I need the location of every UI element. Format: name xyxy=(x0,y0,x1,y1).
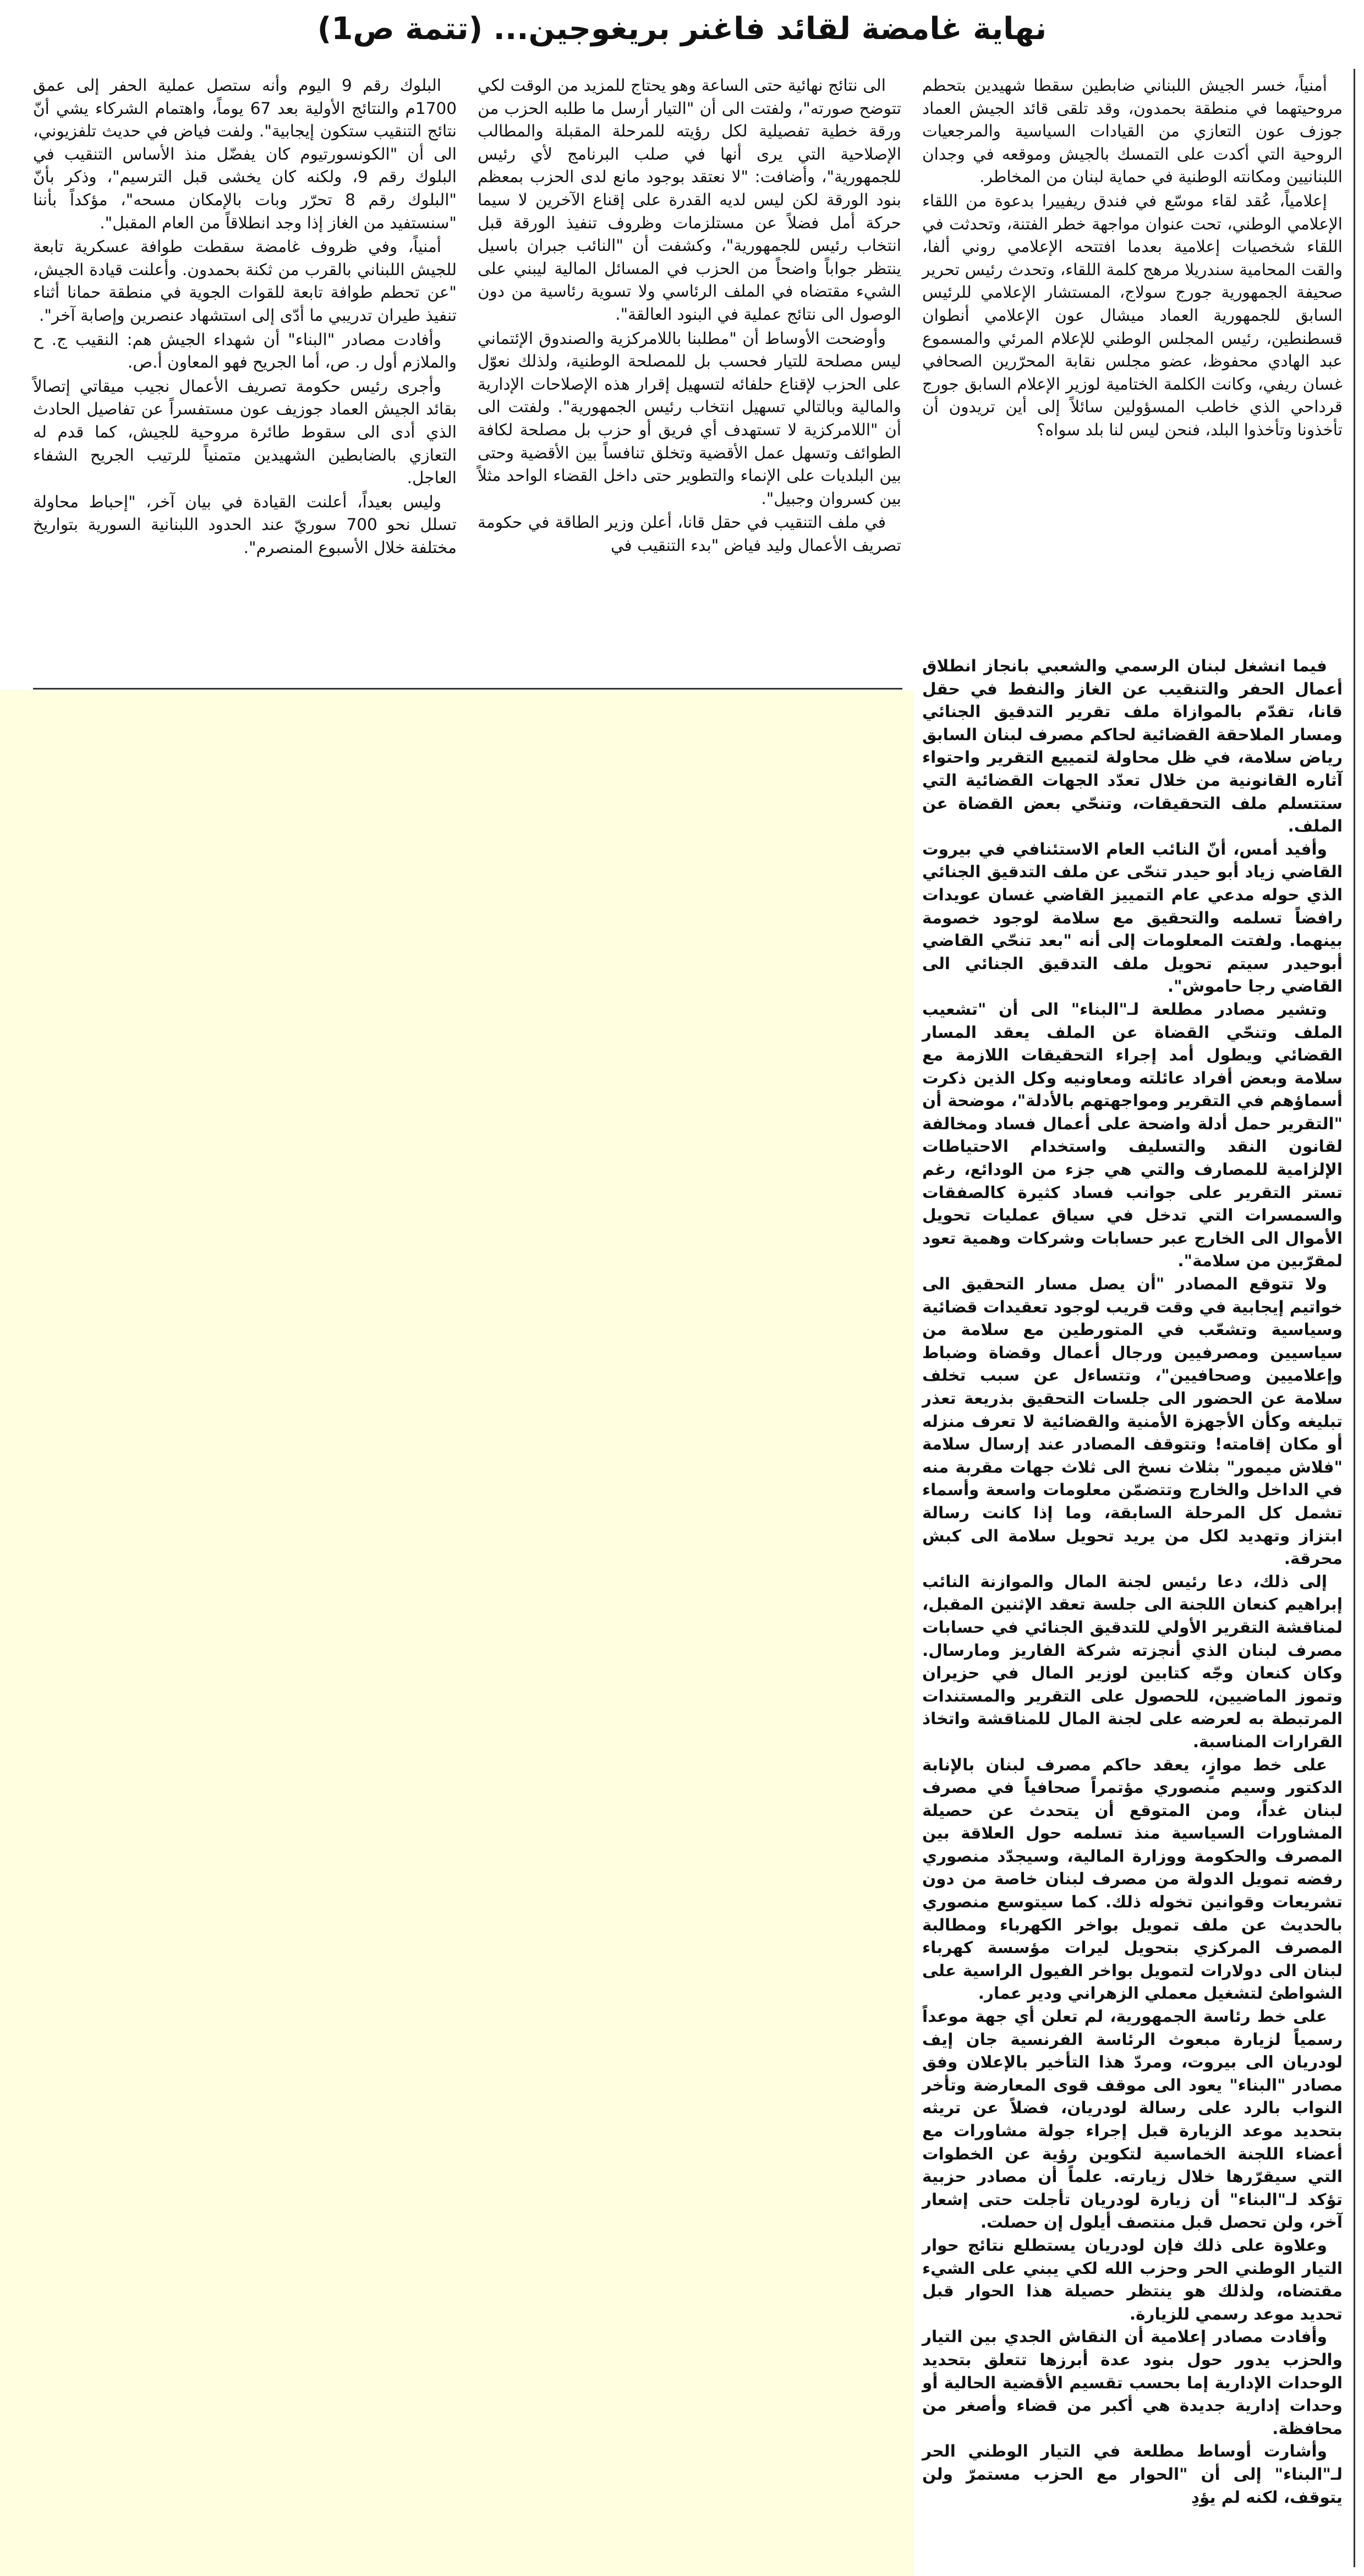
paragraph: في ملف التنقيب في حقل قانا، أعلن وزير الطاقة في حكومة تصريف الأعمال وليد فياض "بدء التنقيب في xyxy=(478,513,901,555)
column-left xyxy=(33,74,457,560)
paragraph: وليس بعيداً، أعلنت القيادة في بيان آخر، "إحباط محاولة تسلل نحو 700 سوريّ عند الحدود اللبنانية السورية بتواريخ مختلفة خلال الأسبوع المنصرم". xyxy=(33,492,457,557)
paragraph: وتشير مصادر مطلعة لـ"البناء" الى أن "تشعيب الملف وتنحّي القضاة عن الملف يعقد المسار القضائي ويطول أمد إجراء التحقيقات اللازمة مع سلامة وبعض أفراد عائلته ومعاونيه وكل الذين ذكرت أسماؤهم في التقرير ومواجهتهم بالأدلة"، موضحة أن "التقرير حمل أدلة واضحة على أعمال فساد ومخالفة لقانون النقد والتسليف واستخدام الاحتياطات الإلزامية للمصارف والتي هي جزء من الودائع، رغم تستر التقرير على جوانب فساد كثيرة كالصفقات والسمسرات التي تدخل في سياق عمليات تحويل الأموال الى الخارج عبر حسابات وشركات وهمية تعود لمقرّبين من سلامة". xyxy=(922,999,1343,1271)
article-end-rule xyxy=(33,688,902,690)
paragraph: وأفيد أمس، أنّ النائب العام الاستئنافي في بيروت القاضي زياد أبو حيدر تنحّى عن ملف التدقيق الجنائي الذي حوله مدعي عام التمييز القاضي غسان عويدات رافضاً تسلمه والتحقيق مع سلامة لوجود خصومة بينهما. ولفتت المعلومات إلى أنه "بعد تنحّي القاضي أبوحيدر سيتم تحويل ملف التدقيق الجنائي الى القاضي رجا حاموش". xyxy=(922,839,1343,996)
paragraph: وأجرى رئيس حكومة تصريف الأعمال نجيب ميقاتي إتصالاً بقائد الجيش العماد جوزيف عون مستفسراً عن تفاصيل الحادث الذي أدى الى سقوط طائرة مروحية للجيش، كما قدم له التعازي بالضابطين الشهيدين متمنياً للرتيب الجريح الشفاء العاجل. xyxy=(33,376,457,488)
column-middle xyxy=(478,74,901,558)
column-rule xyxy=(1354,69,1355,2567)
paragraph: وعلاوة على ذلك فإن لودريان يستطلع نتائج حوار التيار الوطني الحر وحزب الله لكي يبني على الشيء مقتضاه، ولذلك هو ينتظر حصيلة هذا الحوار قبل تحديد موعد رسمي للزيارة. xyxy=(922,2235,1343,2323)
column-right-body xyxy=(922,655,1343,2509)
paragraph: الى نتائج نهائية حتى الساعة وهو يحتاج للمزيد من الوقت لكي تتوضح صورته"، ولفتت الى أن "التيار أرسل ما طلبه الحزب من ورقة خطية تفصيلية لكل رؤيته للمرحلة المقبلة والمطالب الإصلاحية التي يرى أنها في صلب البرنامج لأي رئيس للجمهورية"، وأضافت: "لا نعتقد بوجود مانع لدى الحزب بمعظم بنود الورقة لكن ليس لديه القدرة على إقناع الآخرين لا سيما حركة أمل فضلاً عن مستلزمات وظروف تنفيذ الورقة قبل انتخاب رئيس للجمهورية"، وكشفت أن "النائب جبران باسيل ينتظر جواباً واضحاً من الحزب في المسائل المالية ليبني على الشيء مقتضاه في الملف الرئاسي ولا تسوية رئاسية من دون الوصول الى نتائج عملية في البنود العالقة". xyxy=(478,76,901,324)
headline: نهاية غامضة لقائد فاغنر بريغوجين... (تتمة ص1) xyxy=(317,11,1047,47)
paragraph: ولا تتوقع المصادر "أن يصل مسار التحقيق الى خواتيم إيجابية في وقت قريب لوجود تعقيدات قضائية وسياسية وتشعّب في المتورطين مع سلامة من سياسيين ومصرفيين ورجال أعمال وقضاة وضباط وإعلاميين وصحافيين"، وتتساءل عن سبب تخلف سلامة عن الحضور الى جلسات التحقيق بذريعة تعذر تبليغه وكأن الأجهزة الأمنية والقضائية لا تعرف منزله أو مكان إقامته! وتتوقف المصادر عند إرسال سلامة "فلاش ميمور" بثلاث نسخ الى ثلاث جهات مقربة منه في الداخل والخارج وتتضمّن معلومات واسعة وأسماء تشمل كل المرحلة السابقة، وما إذا كانت رسالة ابتزاز وتهديد لكل من يريد تحويل سلامة الى كبش محرقة. xyxy=(922,1275,1343,1568)
paragraph: أمنياً، وفي ظروف غامضة سقطت طوافة عسكرية تابعة للجيش اللبناني بالقرب من ثكنة بحمدون. وأعلنت قيادة الجيش، "عن تحطم طوافة تابعة للقوات الجوية في منطقة حمانا أثناء تنفيذ طيران تدريبي ما أدّى إلى استشهاد عنصرين وإصابة آخر". xyxy=(33,237,457,325)
paragraph: إلى ذلك، دعا رئيس لجنة المال والموازنة النائب إبراهيم كنعان اللجنة الى جلسة تعقد الإثنين المقبل، لمناقشة التقرير الأولي للتدقيق الجنائي في حسابات مصرف لبنان الذي أنجزته شركة الفاريز ومارسال. وكان كنعان وجّه كتابين لوزير المال في حزيران وتموز الماضيين، للحصول على التقرير والمستندات المرتبطة به لعرضه على لجنة المال للمناقشة واتخاذ القرارات المناسبة. xyxy=(922,1572,1343,1751)
paragraph: على خط موازٍ، يعقد حاكم مصرف لبنان بالإنابة الدكتور وسيم منصوري مؤتمراً صحافياً في مصرف لبنان غداً، ومن المتوقع أن يتحدث عن حصيلة المشاورات السياسية منذ تسلمه حول العلاقة بين المصرف والحكومة ووزارة المالية، وسيجدّد منصوري رفضه تمويل الدولة من مصرف لبنان خاصة من دون تشريعات وقوانين تخوله ذلك. كما سيتوسع منصوري بالحديث عن ملف تمويل بواخر الكهرباء ومطالبة المصرف المركزي بتحويل ليرات مؤسسة كهرباء لبنان الى دولارات لتمويل بواخر الفيول الراسية على الشواطئ لتشغيل معملي الزهراني ودير عمار. xyxy=(922,1755,1343,2003)
column-right-intro xyxy=(922,74,1343,443)
paragraph: وأفادت مصادر "البناء" أن شهداء الجيش هم: النقيب ج. ح والملازم أول ر. ص، أما الجريح فهو المعاون أ.ص. xyxy=(33,330,457,372)
paragraph: إعلامياً، عُقد لقاء موسّع في فندق ريفييرا بدعوة من اللقاء الإعلامي الوطني، تحت عنوان مواجهة خطر الفتنة، وتحدثت في اللقاء شخصيات إعلامية بعدما افتتحه الإعلامي روني ألفا، والقت المحامية سندريلا مرهج كلمة اللقاء، وتحدث رئيس تحرير صحيفة الجمهورية جورج سولاج، المستشار الإعلامي للرئيس السابق للجمهورية العماد ميشال عون الإعلامي أنطوان قسطنطين، رئيس المجلس الوطني للإعلام المرئي والمسموع عبد الهادي محفوظ، عضو مجلس نقابة المحرّرين الصحافي غسان ريفي، وكانت الكلمة الختامية لوزير الإعلام السابق جورج قرداحي الذي خاطب المسؤولين سائلاً إلى أين تريدون أن تأخذونا وتأخذوا البلد، فنحن ليس لنا بلد سواه؟ xyxy=(922,191,1343,439)
paragraph: فيما انشغل لبنان الرسمي والشعبي بانجاز انطلاق أعمال الحفر والتنقيب عن الغاز والنفط في حقل قانا، تقدّم بالموازاة ملف تقرير التدقيق الجنائي ومسار الملاحقة القضائية لحاكم مصرف لبنان السابق رياض سلامة، في ظل محاولة لتمييع التقرير واحتواء آثاره القانونية من خلال تعدّد الجهات القضائية التي ستتسلم ملف التحقيقات، وتنحّي بعض القضاة عن الملف. xyxy=(922,657,1343,836)
paragraph: البلوك رقم 9 اليوم وأنه ستصل عملية الحفر إلى عمق 1700م والنتائج الأولية بعد 67 يوماً، واهتمام الشركاء يشي أنّ نتائج التنقيب ستكون إيجابية". ولفت فياض في حديث تلفزيوني، الى أن "الكونسورتيوم كان يفضّل منذ الأساس التنقيب في البلوك رقم 9، ولكنه كان يخشى قبل الترسيم"، وذكر بأنّ "البلوك رقم 8 تحرّر وبات بالإمكان مسحه"، مؤكداً بأننا "سنستفيد من الغاز إذا وجد انطلاقاً من العام المقبل". xyxy=(33,76,457,232)
paragraph: أمنياً، خسر الجيش اللبناني ضابطين سقطا شهيدين بتحطم مروحيتهما في منطقة بحمدون، وقد تلقى قائد الجيش العماد جوزف عون التعازي من القيادات السياسية والمرجعيات الروحية التي أكدت على التمسك بالجيش وموقعه في وجدان اللبنانيين ومكانته الوطنية في حماية لبنان من المخاطر. xyxy=(922,76,1343,187)
paragraph: وأفادت مصادر إعلامية أن النقاش الجدي بين التيار والحزب يدور حول بنود عدة أبرزها تتعلق بتحديد الوحدات الإدارية إما بحسب تقسيم الأقضية الحالية أو وحدات إدارية جديدة هي أكبر من قضاء وأصغر من محافظة. xyxy=(922,2327,1343,2438)
paragraph: وأوضحت الأوساط أن "مطلبنا باللامركزية والصندوق الإئتماني ليس مصلحة للتيار فحسب بل للمصلحة الوطنية، ولذلك نعوّل على الحزب لإقناع حلفائه لتسهيل إقرار هذه الإصلاحات الإدارية والمالية وبالتالي تسهيل انتخاب رئيس الجمهورية". ولفتت الى أن "اللامركزية لا تستهدف أي فريق أو حزب بل مصلحة لكافة الطوائف وتسهل عمل الأقضية وتخلق تنافساً بين الأقضية وحتى بين البلديات على الإنماء والتطوير حتى داخل القضاء الواحد مثلاً بين كسروان وجبيل". xyxy=(478,329,901,508)
blank-ad-space xyxy=(0,690,913,2576)
paragraph: على خط رئاسة الجمهورية، لم تعلن أي جهة موعداً رسمياً لزيارة مبعوث الرئاسة الفرنسية جان إيف لودريان الى بيروت، ومردّ هذا التأخير بالإعلان وفق مصادر "البناء" يعود الى موقف قوى المعارضة وتأخر النواب بالرد على رسالة لودريان، فضلاً عن تريثه بتحديد موعد الزيارة قبل إجراء جولة مشاورات مع أعضاء اللجنة الخماسية لتكوين رؤية عن الخطوات التي سيقرّرها خلال زيارته. علماً أن مصادر حزبية تؤكد لـ"البناء" أن زيارة لودريان تأجلت حتى إشعار آخر، ولن تحصل قبل منتصف أيلول إن حصلت. xyxy=(922,2007,1343,2232)
paragraph: وأشارت أوساط مطلعة في التيار الوطني الحر لـ"البناء" إلى أن "الحوار مع الحزب مستمرّ ولن يتوقف، لكنه لم يؤدِ xyxy=(922,2442,1343,2507)
